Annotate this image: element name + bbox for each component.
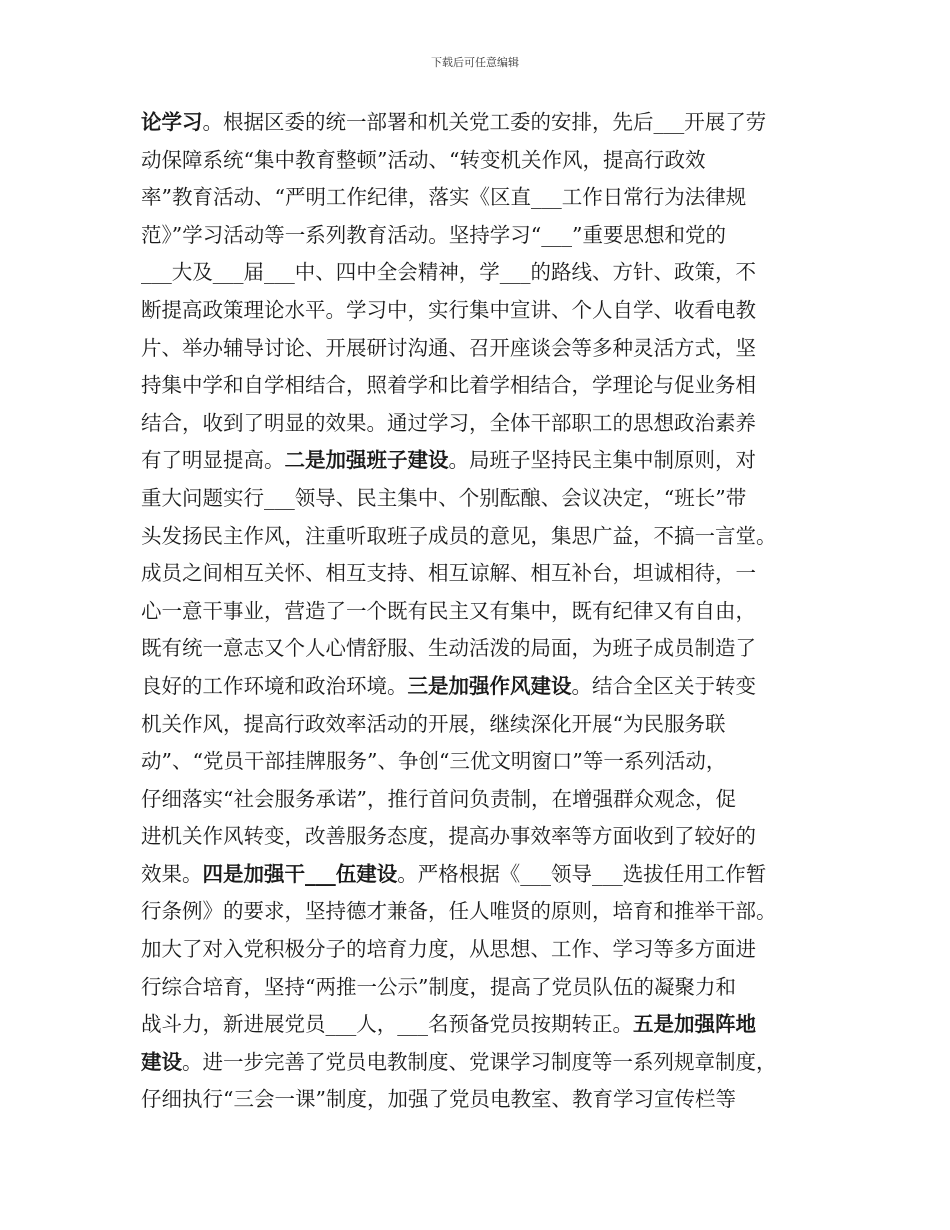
bold-heading-segment: 四是加强干___伍建设 xyxy=(202,861,398,886)
text-segment: 机关作风，提高行政效率活动的开展，继续深化开展“为民服务联 xyxy=(141,711,726,736)
bold-heading-segment: 二是加强班子建设 xyxy=(284,448,449,473)
text-line xyxy=(141,1044,811,1082)
text-segment: 行条例》的要求，坚持德才兼备，任人唯贤的原则，培育和推举干部。 xyxy=(141,899,777,924)
text-line xyxy=(141,555,811,593)
text-segment: ___大及___届___中、四中全会精神，学___的路线、方针、政策，不 xyxy=(141,260,756,285)
text-line xyxy=(141,706,811,744)
text-segment: 效果。 xyxy=(141,861,203,886)
bold-heading-segment: 建设 xyxy=(141,1049,182,1074)
text-segment: 良好的工作环境和政治环境。 xyxy=(141,673,408,698)
text-line xyxy=(141,367,811,405)
text-line xyxy=(141,931,811,969)
text-segment: 既有统一意志又个人心情舒服、生动活泼的局面，为班子成员制造了 xyxy=(141,636,756,661)
text-line xyxy=(141,292,811,330)
text-segment: 仔细落实“社会服务承诺”，推行首问负责制，在增强群众观念，促 xyxy=(141,786,736,811)
text-segment: 持集中学和自学相结合，照着学和比着学相结合，学理论与促业务相 xyxy=(141,373,756,398)
text-segment: 。结合全区关于转变 xyxy=(571,673,756,698)
text-line xyxy=(141,818,811,856)
text-segment: 率”教育活动、“严明工作纪律，落实《区直___工作日常行为法律规 xyxy=(141,185,747,210)
text-line xyxy=(141,630,811,668)
text-segment: 。严格根据《___领导___选拔任用工作暂 xyxy=(397,861,767,886)
text-segment: 。根据区委的统一部署和机关党工委的安排，先后___开展了劳 xyxy=(202,110,767,134)
text-segment: 。进一步完善了党员电教制度、党课学习制度等一系列规章制度， xyxy=(182,1049,777,1074)
text-line xyxy=(141,179,811,217)
text-segment: 有了明显提高。 xyxy=(141,448,285,473)
text-line xyxy=(141,254,811,292)
text-segment: 成员之间相互关怀、相互支持、相互谅解、相互补台，坦诚相待，一 xyxy=(141,561,756,586)
text-segment: 结合，收到了明显的效果。通过学习，全体干部职工的思想政治素养 xyxy=(141,410,756,435)
text-segment: 心一意干事业，营造了一个既有民主又有集中，既有纪律又有自由， xyxy=(141,598,756,623)
text-line xyxy=(141,1081,811,1119)
text-segment: 战斗力，新进展党员___人，___名预备党员按期转正。 xyxy=(141,1012,633,1037)
text-segment: 仔细执行“三会一课”制度，加强了党员电教室、教育学习宣传栏等 xyxy=(141,1087,736,1112)
text-line xyxy=(141,405,811,443)
text-line xyxy=(141,1006,811,1044)
text-line xyxy=(141,593,811,631)
document-body xyxy=(141,104,811,1119)
bold-heading-segment: 三是加强作风建设 xyxy=(407,673,572,698)
text-line xyxy=(141,217,811,255)
text-line xyxy=(141,668,811,706)
text-line xyxy=(141,743,811,781)
text-line xyxy=(141,142,811,180)
page-header: 下载后可任意编辑 xyxy=(431,56,519,69)
text-segment: 进机关作风转变，改善服务态度，提高办事效率等方面收到了较好的 xyxy=(141,824,756,849)
text-line xyxy=(141,480,811,518)
text-line xyxy=(141,518,811,556)
text-line xyxy=(141,969,811,1007)
text-segment: 断提高政策理论水平。学习中，实行集中宣讲、个人自学、收看电教 xyxy=(141,297,756,322)
text-segment: 动”、“党员干部挂牌服务”、争创“三优文明窗口”等一系列活动， xyxy=(141,749,727,774)
text-segment: 。局班子坚持民主集中制原则，对 xyxy=(448,448,756,473)
text-segment: 加大了对入党积极分子的培育力度，从思想、工作、学习等多方面进 xyxy=(141,937,756,962)
text-segment: 动保障系统“集中教育整顿”活动、“转变机关作风，提高行政效 xyxy=(141,147,706,172)
text-segment: 头发扬民主作风，注重听取班子成员的意见，集思广益，不搞一言堂。 xyxy=(141,523,777,548)
text-segment: 片、举办辅导讨论、开展研讨沟通、召开座谈会等多种灵活方式，坚 xyxy=(141,335,756,360)
text-line xyxy=(141,856,811,894)
text-line xyxy=(141,893,811,931)
text-line xyxy=(141,442,811,480)
text-line xyxy=(141,781,811,819)
text-segment: 重大问题实行___领导、民主集中、个别酝酿、会议决定，“班长”带 xyxy=(141,485,747,510)
bold-heading-segment: 五是加强阵地 xyxy=(633,1012,756,1037)
bold-heading-segment: 论学习 xyxy=(141,110,203,134)
text-segment: 范》”学习活动等一系列教育活动。坚持学习“___”重要思想和党的 xyxy=(141,222,726,247)
text-line xyxy=(141,104,811,142)
text-line xyxy=(141,330,811,368)
text-segment: 行综合培育，坚持“两推一公示”制度，提高了党员队伍的凝聚力和 xyxy=(141,974,736,999)
